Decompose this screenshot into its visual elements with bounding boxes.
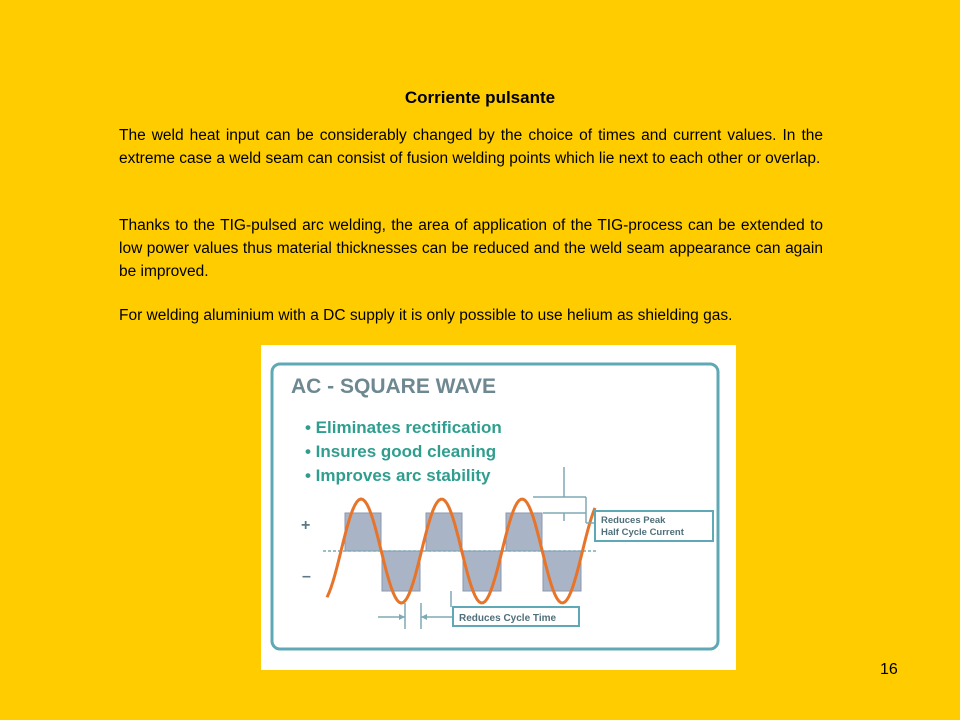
bullet-improves-stability: • Improves arc stability: [305, 466, 491, 485]
cycle-arrowhead-left: [399, 614, 405, 620]
negative-pulse: [463, 551, 501, 591]
peak-callout-line1: Reduces Peak: [601, 515, 666, 526]
figure-heading: AC - SQUARE WAVE: [291, 375, 496, 398]
cycle-arrowhead-right: [421, 614, 427, 620]
slide-title: Corriente pulsante: [404, 88, 556, 107]
plus-label: +: [301, 517, 311, 534]
minus-label: –: [302, 568, 311, 585]
bullet-eliminates-rectification: • Eliminates rectification: [305, 418, 502, 437]
peak-callout: [533, 467, 713, 541]
paragraph-heat-input: The weld heat input can be considerably changed by the choice of times and current values. In the extreme case a weld seam can consist of fusion welding points which lie next to each other or overlap.: [119, 127, 823, 167]
paragraph-aluminium: For welding aluminium with a DC supply it is only possible to use helium as shielding gas.: [119, 307, 733, 324]
peak-callout-line2: Half Cycle Current: [601, 527, 684, 538]
page-number: 16: [880, 661, 898, 678]
paragraph-tig-pulsed: Thanks to the TIG-pulsed arc welding, the area of application of the TIG-process can be extended to low power values thus material thicknesses can be reduced and the weld seam appearance can again be improved.: [119, 217, 823, 280]
ac-square-wave-figure: [261, 345, 736, 670]
cycle-callout-text: Reduces Cycle Time: [459, 613, 557, 624]
ac-square-wave-diagram: [261, 345, 736, 670]
bullet-insures-cleaning: • Insures good cleaning: [305, 442, 497, 461]
